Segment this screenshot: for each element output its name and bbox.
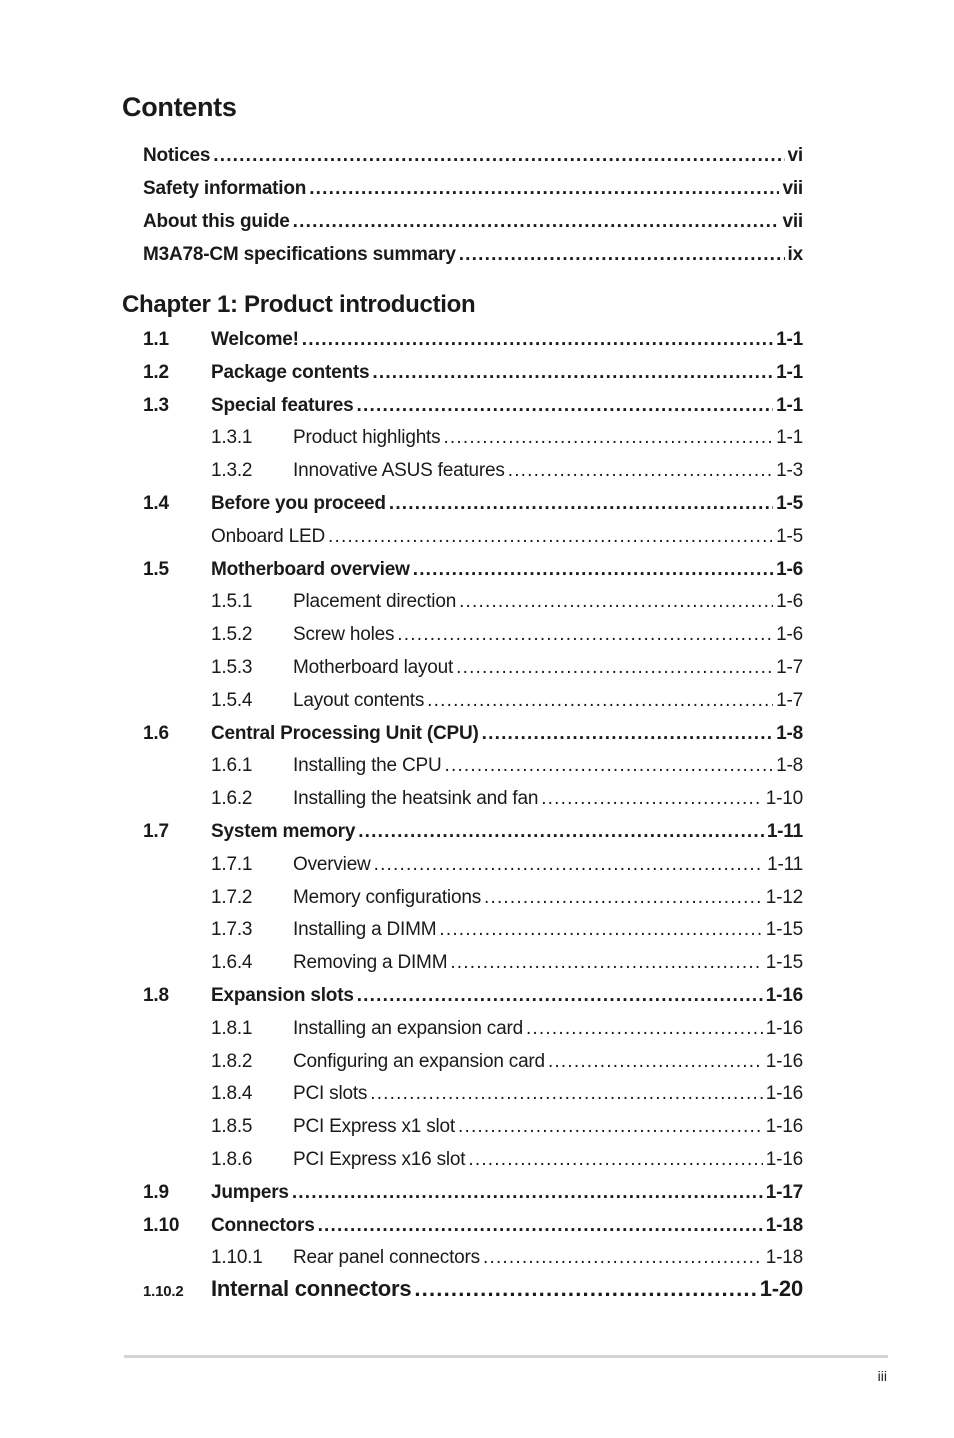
toc-entry[interactable]: [143, 656, 803, 680]
subsection-number: 1.6.2: [211, 788, 253, 809]
subsection-title: Installing a DIMM: [293, 919, 437, 940]
toc-entry[interactable]: [143, 820, 803, 844]
section-title: Before you proceed: [211, 493, 386, 514]
subsection-number: 1.5.1: [211, 591, 253, 612]
dot-leader: [450, 951, 762, 975]
subsection-number: 1.8.5: [211, 1116, 253, 1137]
toc-entry[interactable]: [143, 722, 803, 746]
dot-leader: [372, 361, 773, 385]
dot-leader: [370, 1082, 763, 1106]
subsection-title: PCI Express x1 slot: [293, 1116, 455, 1137]
dot-leader: [292, 1181, 763, 1205]
subsection-title: Memory configurations: [293, 887, 481, 908]
section-number: 1.5: [143, 559, 169, 580]
section-number: 1.6: [143, 723, 169, 744]
subsection-number: 1.3.1: [211, 427, 253, 448]
toc-entry[interactable]: [143, 754, 803, 778]
toc-entry-page: 1-15: [765, 919, 803, 940]
toc-entry[interactable]: [143, 144, 803, 168]
subsection-number: 1.6.4: [211, 952, 253, 973]
subsection-title: Installing the CPU: [293, 755, 442, 776]
toc-entry[interactable]: [211, 525, 803, 549]
toc-entry[interactable]: [143, 1050, 803, 1074]
section-number: 1.3: [143, 395, 169, 416]
toc-entry-page: 1-6: [776, 591, 803, 612]
subsection-title: Placement direction: [293, 591, 457, 612]
toc-entry-title: Notices: [143, 145, 211, 166]
toc-entry[interactable]: [143, 951, 803, 975]
toc-entry-page: 1-16: [765, 1116, 803, 1137]
toc-entry-page: 1-1: [776, 427, 803, 448]
dot-leader: [548, 1050, 763, 1074]
toc-entry-page: 1-16: [765, 1018, 803, 1039]
toc-entry[interactable]: [143, 459, 803, 483]
section-number: 1.1: [143, 329, 169, 350]
section-number: 1.10.2: [143, 1283, 184, 1300]
toc-entry[interactable]: [143, 1181, 803, 1205]
toc-entry[interactable]: [143, 1214, 803, 1238]
subsection-title: Installing the heatsink and fan: [293, 788, 539, 809]
subsection-number: 1.7.2: [211, 887, 253, 908]
section-title: Internal connectors: [211, 1276, 412, 1301]
dot-leader: [484, 886, 763, 910]
subsection-number: 1.5.2: [211, 624, 253, 645]
toc-entry[interactable]: [143, 984, 803, 1008]
dot-leader: [309, 177, 779, 201]
toc-entry-page: 1-18: [765, 1247, 803, 1268]
toc-entry-page: vi: [787, 145, 803, 166]
dot-leader: [357, 984, 763, 1008]
dot-leader: [444, 754, 773, 778]
toc-entry-page: 1-16: [765, 1051, 803, 1072]
toc-entry-page: 1-17: [765, 1182, 803, 1203]
toc-entry[interactable]: [143, 361, 803, 385]
toc-entry[interactable]: [143, 886, 803, 910]
subsection-title: Installing an expansion card: [293, 1018, 523, 1039]
toc-entry-page: 1-10: [765, 788, 803, 809]
subsection-number: 1.7.1: [211, 854, 253, 875]
toc-entry[interactable]: [143, 243, 803, 267]
section-title: Connectors: [211, 1215, 315, 1236]
toc-entry[interactable]: [143, 558, 803, 582]
toc-entry-page: 1-1: [776, 395, 803, 416]
chapter-title: Chapter 1: Product introduction: [122, 291, 476, 318]
toc-entry[interactable]: [143, 426, 803, 450]
toc-entry[interactable]: [143, 918, 803, 942]
toc-entry[interactable]: [143, 689, 803, 713]
dot-leader: [318, 1214, 763, 1238]
toc-entry-page: 1-20: [759, 1276, 803, 1301]
toc-entry-page: 1-7: [776, 690, 803, 711]
dot-leader: [459, 590, 773, 614]
footer-page-number: iii: [877, 1368, 887, 1384]
dot-leader: [458, 1115, 763, 1139]
dot-leader: [357, 394, 774, 418]
dot-leader: [328, 525, 773, 549]
section-title: Jumpers: [211, 1182, 289, 1203]
toc-entry-page: vii: [782, 178, 803, 199]
toc-entry[interactable]: [143, 1148, 803, 1172]
subsection-title: Configuring an expansion card: [293, 1051, 545, 1072]
toc-entry-page: 1-6: [776, 559, 803, 580]
subsection-number: 1.8.6: [211, 1149, 253, 1170]
section-title: Motherboard overview: [211, 559, 410, 580]
toc-entry-page: 1-8: [776, 755, 803, 776]
subsection-number: 1.6.1: [211, 755, 253, 776]
toc-entry-page: 1-5: [776, 526, 803, 547]
toc-entry-page: ix: [787, 244, 803, 265]
section-number: 1.7: [143, 821, 169, 842]
toc-entry-page: 1-16: [765, 1149, 803, 1170]
subsection-title: PCI slots: [293, 1083, 368, 1104]
toc-entry-page: 1-3: [776, 460, 803, 481]
toc-entry[interactable]: [143, 328, 803, 352]
dot-leader: [358, 820, 764, 844]
dot-leader: [526, 1017, 763, 1041]
section-number: 1.2: [143, 362, 169, 383]
toc-entry-page: 1-11: [766, 821, 803, 842]
dot-leader: [483, 1246, 763, 1270]
subsection-number: 1.3.2: [211, 460, 253, 481]
footer-divider: [124, 1355, 888, 1358]
toc-entry[interactable]: [143, 787, 803, 811]
dot-leader: [439, 918, 762, 942]
toc-entry-page: 1-11: [767, 854, 803, 875]
dot-leader: [541, 787, 763, 811]
subsection-title: Overview: [293, 854, 371, 875]
toc-entry-page: 1-5: [776, 493, 803, 514]
toc-entry[interactable]: [143, 853, 803, 877]
toc-entry[interactable]: [143, 623, 803, 647]
toc-entry-title: M3A78-CM specifications summary: [143, 244, 456, 265]
toc-entry-page: 1-6: [776, 624, 803, 645]
dot-leader: [389, 492, 773, 516]
toc-entry[interactable]: [143, 1082, 803, 1106]
subsection-number: 1.5.4: [211, 690, 253, 711]
subsection-number: 1.8.4: [211, 1083, 253, 1104]
dot-leader: [302, 328, 773, 352]
subsection-title: Screw holes: [293, 624, 395, 645]
dot-leader: [482, 722, 773, 746]
section-title: Central Processing Unit (CPU): [211, 723, 479, 744]
toc-entry-page: 1-12: [765, 887, 803, 908]
subsection-number: 1.5.3: [211, 657, 253, 678]
section-title: Special features: [211, 395, 354, 416]
toc-entry-page: vii: [782, 211, 803, 232]
toc-entry-page: 1-7: [776, 657, 803, 678]
dot-leader: [374, 853, 765, 877]
toc-entry-page: 1-18: [765, 1215, 803, 1236]
dot-leader: [427, 689, 773, 713]
dot-leader: [459, 243, 785, 267]
toc-entry-page: 1-16: [765, 1083, 803, 1104]
toc-entry[interactable]: [143, 1017, 803, 1041]
subsection-number: 1.10.1: [211, 1247, 263, 1268]
section-title: Expansion slots: [211, 985, 354, 1006]
section-number: 1.10: [143, 1215, 180, 1236]
toc-entry[interactable]: [143, 177, 803, 201]
subsection-title: Layout contents: [293, 690, 425, 711]
dot-leader: [414, 1277, 756, 1301]
dot-leader: [213, 144, 784, 168]
subsection-number: 1.8.2: [211, 1051, 253, 1072]
section-number: 1.9: [143, 1182, 169, 1203]
section-title: Welcome!: [211, 329, 299, 350]
dot-leader: [397, 623, 773, 647]
dot-leader: [443, 426, 773, 450]
dot-leader: [508, 459, 773, 483]
section-number: 1.8: [143, 985, 169, 1006]
toc-entry-title: About this guide: [143, 211, 290, 232]
toc-entry-page: 1-15: [765, 952, 803, 973]
subsection-title: Innovative ASUS features: [293, 460, 505, 481]
subsection-title: Product highlights: [293, 427, 441, 448]
dot-leader: [293, 210, 780, 234]
subsection-title: Removing a DIMM: [293, 952, 448, 973]
toc-entry-page: 1-1: [776, 329, 803, 350]
toc-entry-page: 1-8: [776, 723, 803, 744]
subsection-title: Rear panel connectors: [293, 1247, 480, 1268]
section-number: 1.4: [143, 493, 169, 514]
toc-entry-page: 1-1: [776, 362, 803, 383]
subsection-title: PCI Express x16 slot: [293, 1149, 466, 1170]
subsection-number: 1.7.3: [211, 919, 253, 940]
dot-leader: [468, 1148, 762, 1172]
toc-entry[interactable]: [143, 590, 803, 614]
dot-leader: [456, 656, 773, 680]
toc-entry-page: 1-16: [765, 985, 803, 1006]
subsection-title: Onboard LED: [211, 526, 325, 547]
toc-entry[interactable]: [143, 1246, 803, 1270]
subsection-title: Motherboard layout: [293, 657, 454, 678]
section-title: Package contents: [211, 362, 370, 383]
dot-leader: [413, 558, 773, 582]
toc-entry[interactable]: [143, 492, 803, 516]
toc-entry[interactable]: [143, 1277, 803, 1301]
contents-title: Contents: [122, 92, 237, 122]
toc-entry[interactable]: [143, 1115, 803, 1139]
toc-entry-title: Safety information: [143, 178, 307, 199]
subsection-number: 1.8.1: [211, 1018, 253, 1039]
toc-entry[interactable]: [143, 394, 803, 418]
section-title: System memory: [211, 821, 356, 842]
toc-entry[interactable]: [143, 210, 803, 234]
